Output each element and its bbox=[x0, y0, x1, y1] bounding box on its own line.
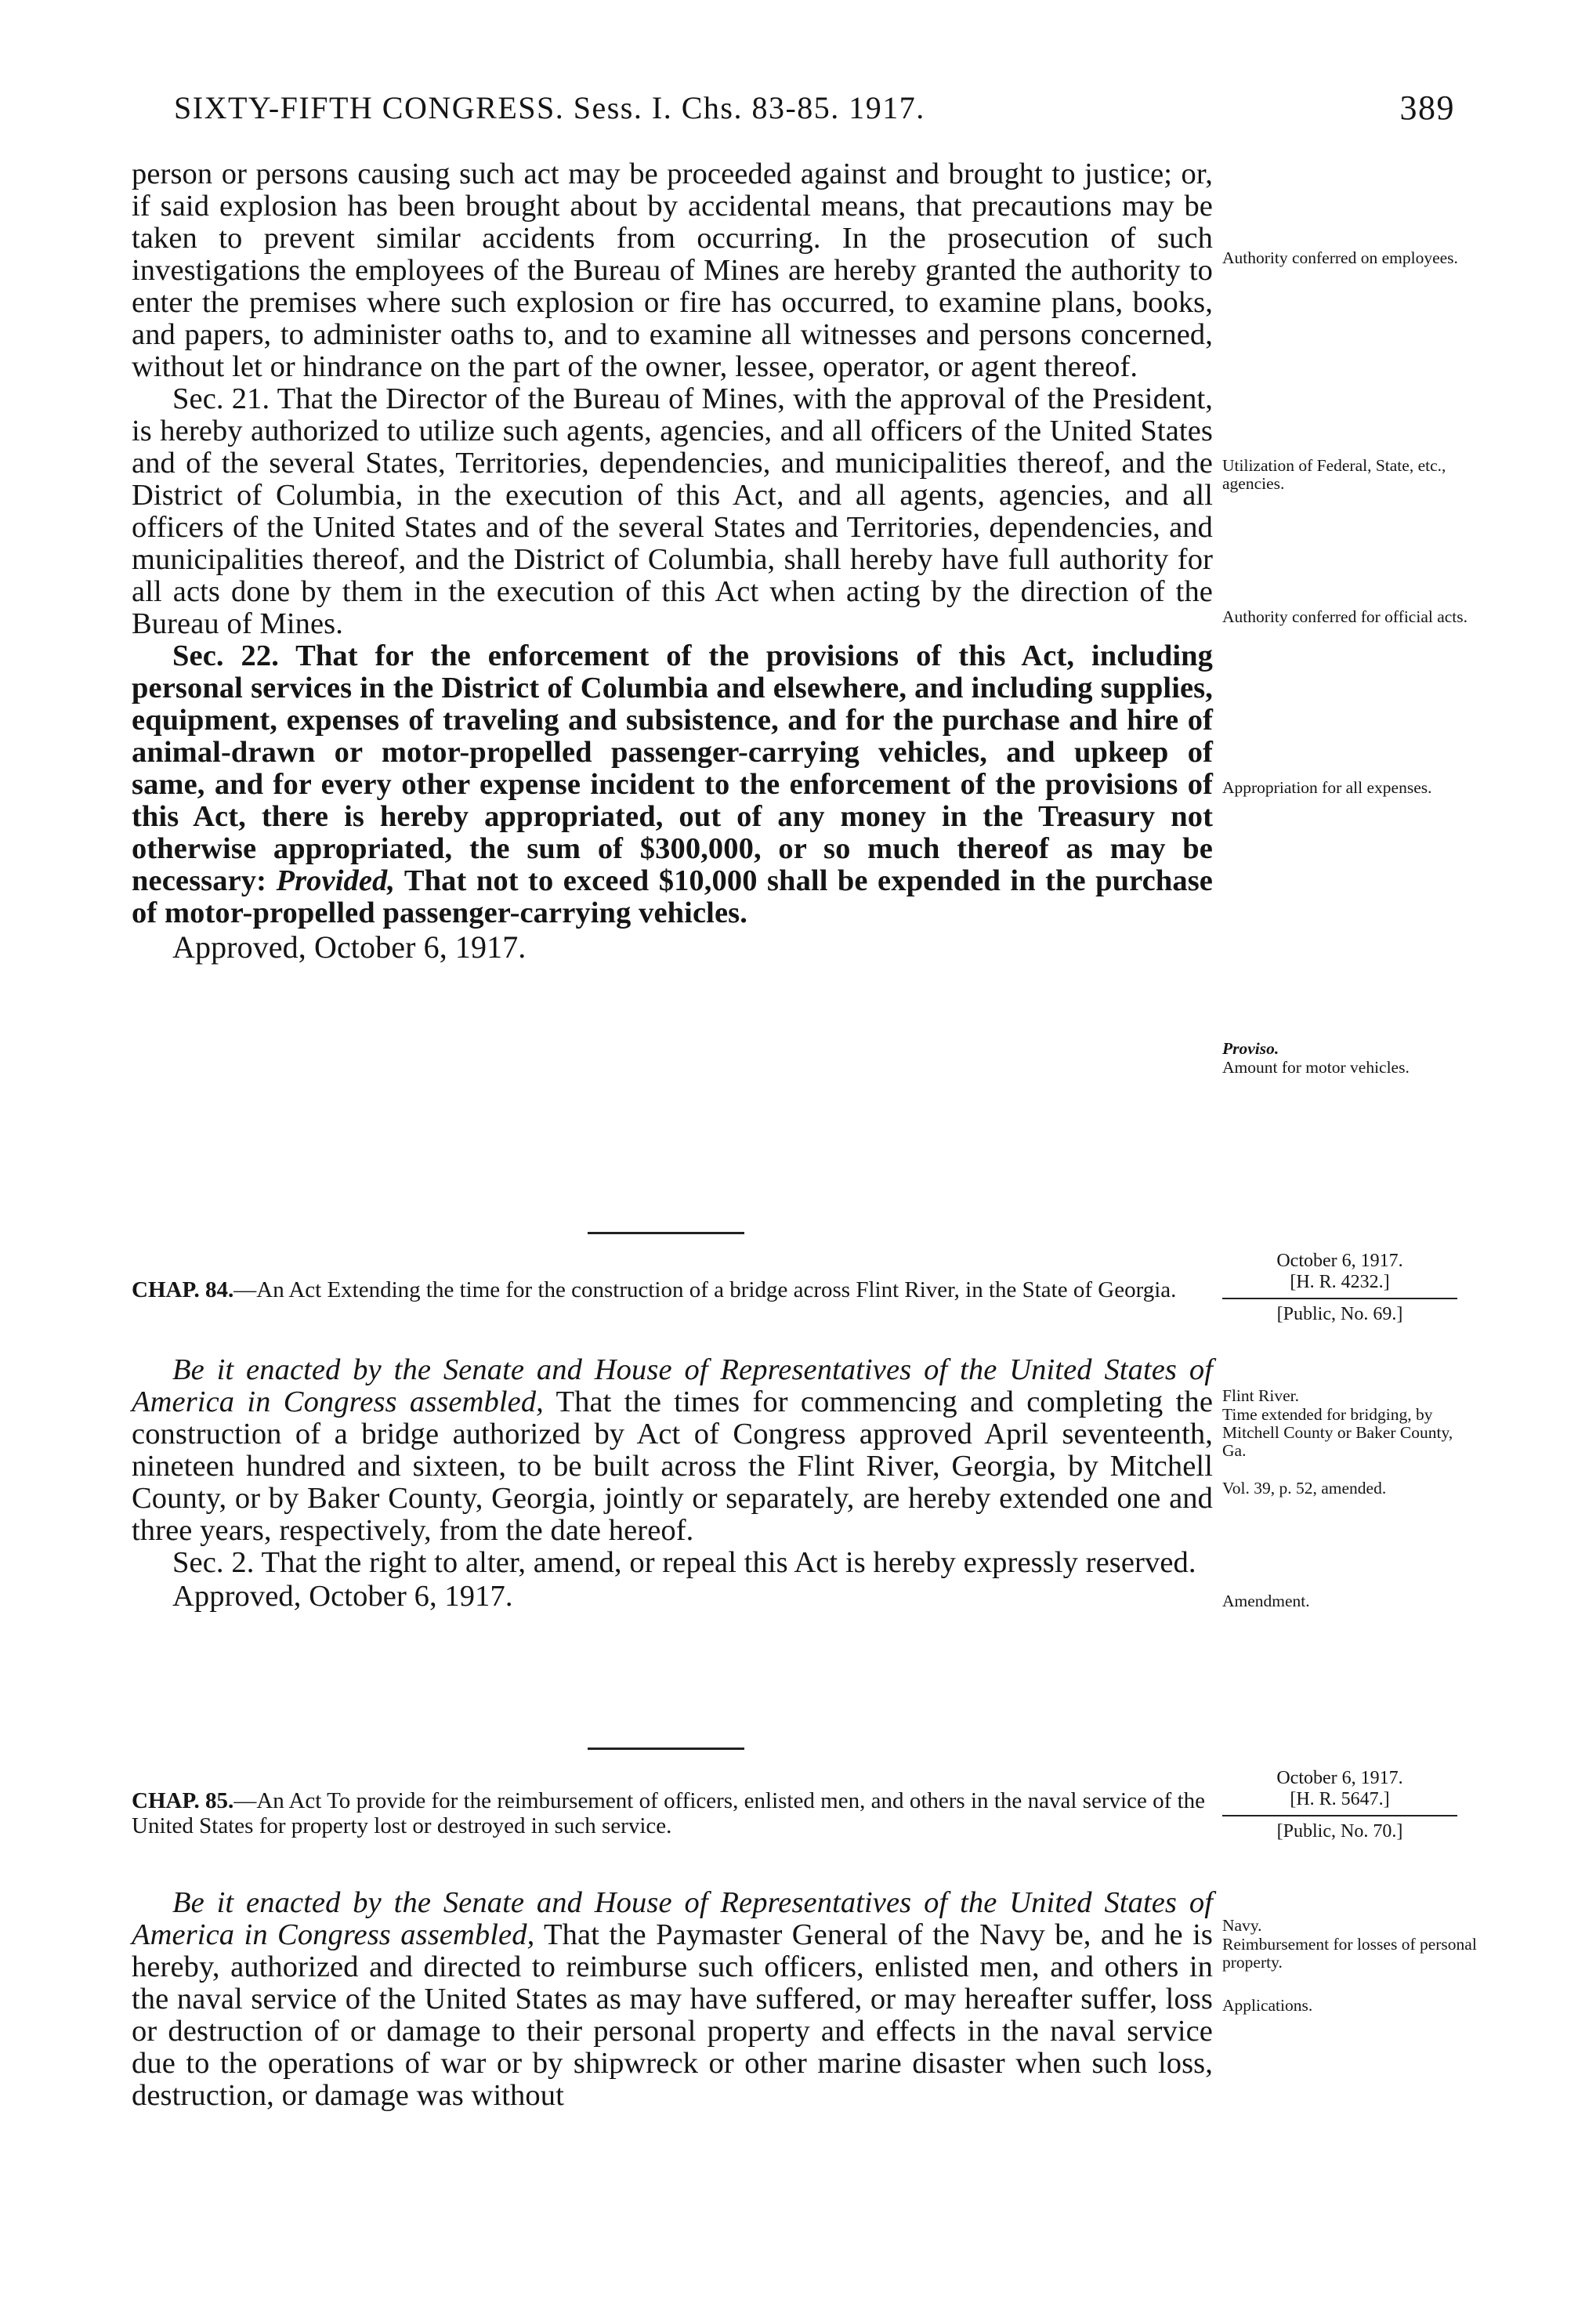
running-header bbox=[174, 85, 1455, 132]
chap84-text: That the times for commencing and completing the construction of a bridge authorized by Act of Congress approved April seventeenth, nineteen hundred and sixteen, to be built across the Flint River, Georgia, by Mitchell County, or by Baker County, Georgia, jointly or separately, are hereby extended one and three years, respectively, from the date hereof. bbox=[132, 1385, 1214, 1547]
note-reimbursement: Reimbursement for losses of personal property. bbox=[1222, 1935, 1477, 1972]
chap85-enacting: Be it enacted by the Senate and House of Representatives of the United States of America in Congress assembled, bbox=[132, 1886, 1213, 1951]
sec22-proviso-text: That not to exceed $10,000 shall be expended in the purchase of motor-propelled passenger-carrying vehicles. bbox=[132, 864, 1213, 929]
note-flint-river: Flint River. bbox=[1222, 1386, 1299, 1405]
note-vol-amended: Vol. 39, p. 52, amended. bbox=[1222, 1479, 1387, 1498]
note-time-extended: Time extended for bridging, by Mitchell County or Baker County, Ga. bbox=[1222, 1405, 1453, 1460]
chap84-public: [Public, No. 69.] bbox=[1276, 1304, 1403, 1324]
chap85-title: —An Act To provide for the reimbursement of officers, enlisted men, and others in the naval service of the United States for property lost or destroyed in such service. bbox=[132, 1788, 1206, 1838]
chap84-title: —An Act Extending the time for the construction of a bridge across Flint River, in the State of Georgia. bbox=[233, 1277, 1177, 1302]
chap85-date-block bbox=[1222, 1768, 1457, 1842]
chap85-label: CHAP. 85. bbox=[132, 1788, 234, 1813]
chap84-date-block bbox=[1222, 1251, 1457, 1325]
chap84-title-block bbox=[132, 1277, 1205, 1302]
running-head: SIXTY-FIFTH CONGRESS. Sess. I. Chs. 83-85. 1917. bbox=[174, 90, 925, 125]
note-utilization: Utilization of Federal, State, etc., agencies. bbox=[1222, 456, 1446, 493]
note-authority-employees: Authority conferred on employees. bbox=[1222, 248, 1458, 267]
note-authority-official: Authority conferred for official acts. bbox=[1222, 607, 1468, 626]
chap85-body bbox=[132, 1887, 1213, 2112]
chap84-bill: [H. R. 4232.] bbox=[1290, 1272, 1390, 1292]
chap83-continuation bbox=[132, 158, 1213, 963]
chap84-approved: Approved, October 6, 1917. bbox=[172, 1580, 513, 1613]
note-amendment: Amendment. bbox=[1222, 1592, 1310, 1610]
chap85-public: [Public, No. 70.] bbox=[1276, 1821, 1403, 1842]
sec22-text: Sec. 22. That for the enforcement of the provisions of this Act, including personal services in the District of Columbia and elsewhere, and including supplies, equipment, expenses of traveling and subsistence, and for the purchase and hire of animal-drawn or motor-propelled passenger-carrying vehicles, and upkeep of same, and for every other expense incident to the enforcement of the provisions of this Act, there is hereby appropriated, out of any money in the Treasury not otherwise appropriated, the sum of $300,000, or so much thereof as may be necessary: bbox=[132, 639, 1213, 897]
chap85-date-rule bbox=[1222, 1815, 1457, 1816]
page-number: 389 bbox=[1399, 89, 1455, 127]
sec21-paragraph: Sec. 21. That the Director of the Bureau of Mines, with the approval of the President, is hereby authorized to utilize such agents, agencies, and all officers of the United States and of the several States, Territories, dependencies, and municipalities thereof, and the District of Columbia, in the execution of this Act, and all agents, agencies, and all officers of the United States and of the several States and Territories, dependencies, and municipalities thereof, and the District of Columbia, shall hereby have full authority for all acts done by them in the execution of this Act when acting by the direction of the Bureau of Mines. bbox=[132, 382, 1213, 640]
chap84-date: October 6, 1917. bbox=[1276, 1251, 1403, 1271]
note-appropriation: Appropriation for all expenses. bbox=[1222, 778, 1432, 797]
chap84-date-rule bbox=[1222, 1298, 1457, 1299]
chap84-sec2: Sec. 2. That the right to alter, amend, or repeal this Act is hereby expressly reserved. bbox=[172, 1546, 1196, 1579]
note-proviso: Proviso. bbox=[1222, 1039, 1279, 1058]
chap84-enacting-paragraph bbox=[132, 1354, 1213, 1547]
proviso-word: Provided, bbox=[276, 864, 396, 897]
chap85-text: That the Paymaster General of the Navy be, and he is hereby, authorized and directed to reimburse such officers, enlisted men, and others in the naval service of the United States as may have suffered, or may hereafter suffer, loss or destruction of or damage to their personal property and effects in the naval service due to the operations of war or by shipwreck or other marine disaster when such loss, destruction, or damage was without bbox=[132, 1918, 1213, 2112]
note-applications: Applications. bbox=[1222, 1996, 1313, 2015]
chap85-enacting-paragraph bbox=[132, 1887, 1213, 2112]
section-divider bbox=[588, 1748, 744, 1750]
chap83-paragraph: person or persons causing such act may be proceeded against and brought to justice; or, if said explosion has been brought about by accidental means, that precautions may be taken to prevent similar accidents from occurring. In the prosecution of such investigations the employees of the Bureau of Mines are hereby granted the authority to enter the premises where such explosion or fire has occurred, to examine plans, books, and papers, to administer oaths to, and to examine all witnesses and persons concerned, without let or hindrance on the part of the owner, lessee, operator, or agent thereof. bbox=[132, 158, 1213, 383]
chap84-label: CHAP. 84. bbox=[132, 1277, 234, 1302]
chap85-bill: [H. R. 5647.] bbox=[1290, 1789, 1390, 1809]
note-amount-motor: Amount for motor vehicles. bbox=[1222, 1058, 1410, 1077]
chap84-body bbox=[132, 1354, 1213, 1613]
chap85-date: October 6, 1917. bbox=[1276, 1768, 1403, 1788]
sec22-paragraph bbox=[132, 640, 1213, 929]
chap85-title-block bbox=[132, 1788, 1205, 1838]
note-navy: Navy. bbox=[1222, 1916, 1262, 1935]
section-divider bbox=[588, 1232, 744, 1234]
chap84-enacting: Be it enacted by the Senate and House of Representatives of the United States of America in Congress assembled, bbox=[132, 1353, 1213, 1418]
chap83-approved: Approved, October 6, 1917. bbox=[172, 929, 527, 965]
